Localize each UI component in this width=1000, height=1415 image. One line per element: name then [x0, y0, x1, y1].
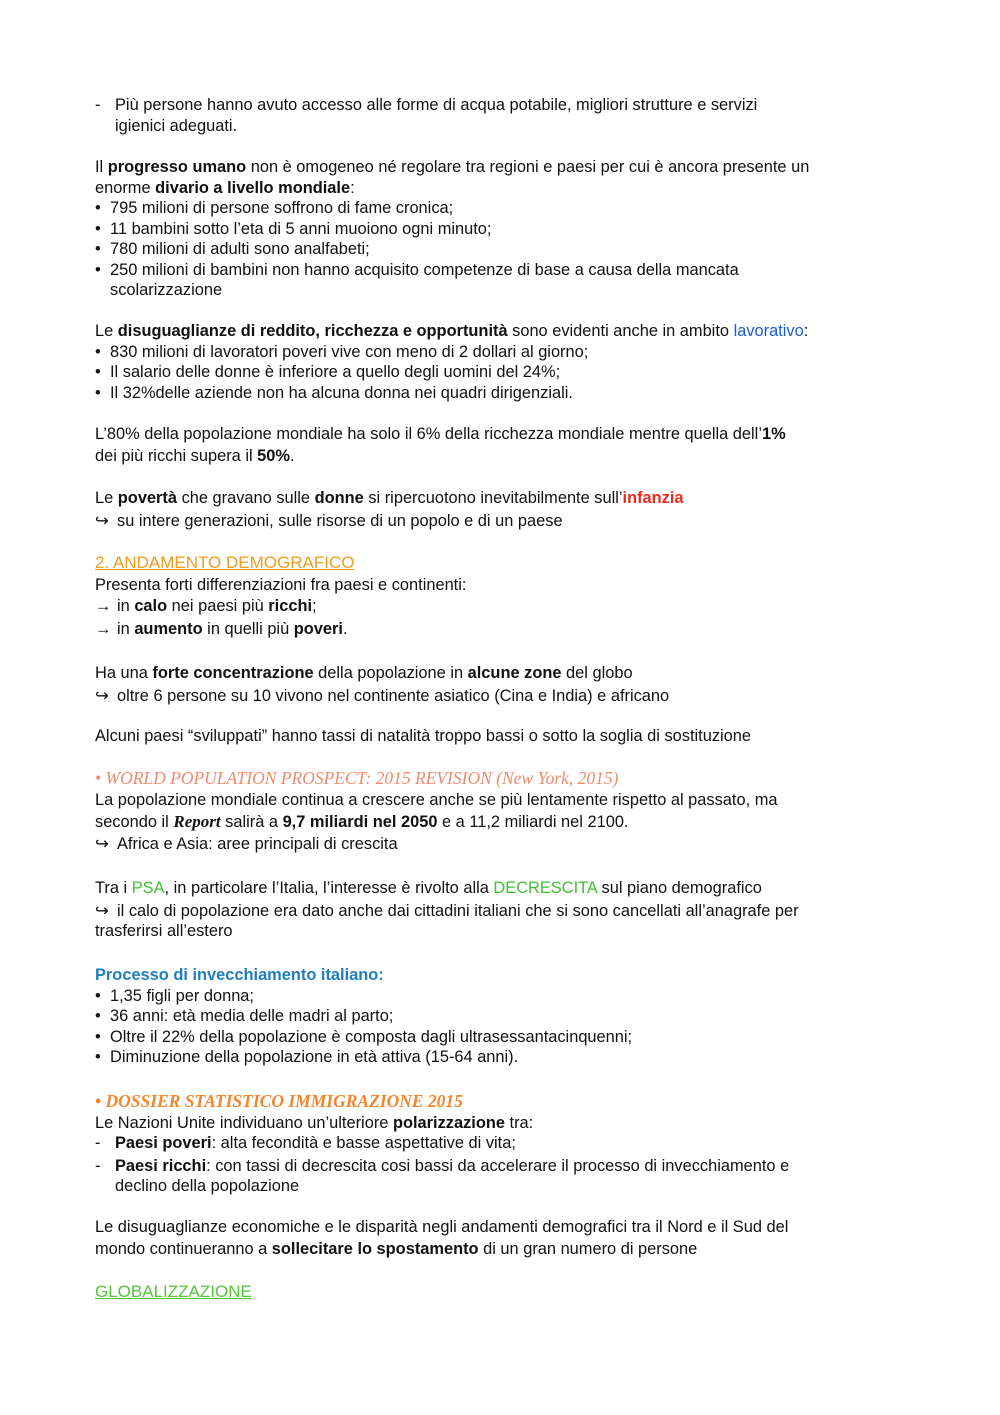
- bold-text: polarizzazione: [392, 1113, 505, 1132]
- list-item-text: 830 milioni di lavoratori poveri vive con meno di 2 dollari al giorno;: [110, 342, 589, 361]
- paragraph-decrease: [95, 878, 910, 942]
- list-item-text: 780 milioni di adulti sono analfabeti;: [110, 240, 370, 258]
- dash-marker: -: [95, 1134, 101, 1152]
- bold-text: calo: [134, 597, 168, 615]
- paragraph-wealth: [95, 424, 910, 466]
- bullet-marker: •: [95, 342, 101, 361]
- list-item: [95, 260, 910, 281]
- text-span: che gravano sulle: [177, 489, 315, 507]
- text-span: Le: [95, 322, 118, 340]
- text-line: scolarizzazione: [110, 281, 223, 299]
- list-item: [95, 219, 910, 240]
- paragraph-inequalities: [95, 321, 910, 403]
- text-span: mondo continueranno a: [95, 1239, 272, 1258]
- highlight-text: infanzia: [622, 489, 684, 507]
- subsection-heading: Processo di invecchiamento italiano:: [95, 966, 384, 984]
- list-item-text: 795 milioni di persone soffrono di fame cronica;: [110, 199, 454, 217]
- text-span: tra:: [504, 1113, 534, 1132]
- bold-text: alcune zone: [467, 664, 562, 682]
- text-line: Più persone hanno avuto accesso alle forme di acqua potabile, migliori strutture e servizi: [115, 96, 758, 114]
- paragraph-poverty: [95, 488, 910, 531]
- text-span: Africa e Asia: aree principali di crescita: [117, 834, 398, 853]
- text-span: Ha una: [95, 664, 153, 682]
- text-span: in: [117, 619, 135, 638]
- text-span: sono evidenti anche in ambito: [507, 322, 734, 340]
- text-span: :: [350, 178, 355, 197]
- list-item-text: 11 bambini sotto l’eta di 5 anni muoiono ogni minuto;: [110, 219, 492, 238]
- section-italian-ageing: [95, 965, 910, 1068]
- bold-text: poveri: [293, 619, 343, 638]
- text-span: il calo di popolazione era dato anche dai cittadini italiani che si sono cancellati all’anagrafe per: [117, 901, 799, 920]
- text-span: sul piano demografico: [596, 879, 762, 897]
- section-demographic: [95, 553, 910, 639]
- list-item: [95, 1006, 910, 1027]
- bullet-marker: •: [95, 1027, 101, 1046]
- text-line: igienici adeguati.: [115, 116, 238, 135]
- text-span: :: [803, 322, 809, 340]
- bullet-marker: •: [95, 363, 101, 381]
- bold-text: donne: [314, 489, 364, 507]
- bold-text: ricchi: [268, 597, 313, 615]
- list-item: [95, 1027, 910, 1048]
- bold-text: Paesi ricchi: [115, 1156, 207, 1175]
- list-item: [95, 342, 910, 363]
- bullet-marker: •: [95, 240, 101, 258]
- bullet-marker: •: [95, 986, 101, 1005]
- bold-text: divario a livello mondiale: [155, 178, 351, 197]
- section-heading: GLOBALIZZAZIONE: [95, 1282, 252, 1301]
- section-heading: 2. ANDAMENTO DEMOGRAFICO: [95, 553, 355, 572]
- text-span: Il: [95, 158, 108, 176]
- section-immigration-dossier: [95, 1091, 910, 1197]
- bold-text: aumento: [134, 619, 203, 638]
- bullet-marker: •: [95, 219, 101, 238]
- paragraph-water-access: [95, 95, 910, 136]
- text-span: ;: [312, 597, 317, 615]
- text-span: del globo: [561, 664, 633, 682]
- bullet-marker: •: [95, 199, 101, 217]
- list-item-text: Il 32%delle aziende non ha alcuna donna nei quadri dirigenziali.: [110, 383, 573, 402]
- bold-text: progresso umano: [107, 158, 247, 176]
- paragraph-developed-countries: [95, 726, 910, 747]
- bullet-marker: •: [95, 383, 101, 402]
- text-span: L’80% della popolazione mondiale ha solo il 6% della ricchezza mondiale mentre quella dell’: [95, 425, 762, 443]
- dash-marker: -: [95, 1156, 101, 1175]
- text-span: su intere generazioni, sulle risorse di un popolo e di un paese: [117, 511, 563, 530]
- text-line: trasferirsi all’estero: [95, 922, 233, 940]
- arrow-right-icon: →: [95, 619, 112, 638]
- bullet-marker: •: [95, 260, 101, 279]
- arrow-right-icon: →: [95, 597, 112, 615]
- list-item-text: 250 milioni di bambini non hanno acquisito competenze di base a causa della mancata: [110, 260, 739, 279]
- list-item: [95, 198, 910, 219]
- text-span: Le: [95, 489, 118, 507]
- highlight-text: PSA: [131, 879, 165, 897]
- text-line: Presenta forti differenziazioni fra paesi e continenti:: [95, 575, 467, 594]
- text-span: , in particolare l’Italia, l’interesse è rivolto alla: [164, 879, 494, 897]
- list-item-text: Diminuzione della popolazione in età attiva (15-64 anni).: [110, 1048, 519, 1066]
- list-item-text: 36 anni: età media delle madri al parto;: [110, 1007, 394, 1025]
- bold-text: 9,7 miliardi nel 2050: [282, 813, 438, 831]
- text-span: si ripercuotono inevitabilmente sull’: [363, 489, 623, 507]
- dash-marker: -: [95, 96, 101, 114]
- text-span: in quelli più: [202, 619, 294, 638]
- text-span: e a 11,2 miliardi nel 2100.: [437, 813, 629, 831]
- highlight-text: lavorativo: [733, 322, 804, 340]
- text-span: nei paesi più: [167, 597, 269, 615]
- text-line: La popolazione mondiale continua a crescere anche se più lentamente rispetto al passato, ma: [95, 790, 778, 809]
- paragraph-conclusion: [95, 1217, 910, 1259]
- text-span: : con tassi di decrescita cosi bassi da accelerare il processo di invecchiamento e: [206, 1156, 790, 1175]
- text-span: enorme: [95, 178, 156, 197]
- text-span: .: [342, 619, 348, 638]
- bold-text: disuguaglianze di reddito, ricchezza e opportunità: [117, 322, 508, 340]
- text-line: Alcuni paesi “sviluppati” hanno tassi di natalità troppo bassi o sotto la soglia di sostituzione: [95, 727, 752, 745]
- list-item-text: Il salario delle donne è inferiore a quello degli uomini del 24%;: [110, 363, 561, 381]
- text-span: della popolazione in: [313, 664, 468, 682]
- bold-text: 1%: [761, 425, 786, 443]
- text-span: dei più ricchi supera il: [95, 446, 258, 465]
- text-span: salirà a: [220, 813, 283, 831]
- list-item-text: 1,35 figli per donna;: [110, 986, 254, 1005]
- italic-text: Report: [173, 812, 221, 831]
- text-span: : alta fecondità e basse aspettative di vita;: [211, 1134, 516, 1152]
- source-heading: • DOSSIER STATISTICO IMMIGRAZIONE 2015: [95, 1091, 463, 1111]
- text-span: di un gran numero di persone: [478, 1239, 698, 1258]
- hook-arrow-icon: ↪: [95, 686, 109, 705]
- text-span: in: [117, 597, 135, 615]
- text-span: secondo il: [95, 813, 174, 831]
- list-item: [95, 986, 910, 1007]
- bold-text: povertà: [117, 489, 178, 507]
- section-globalization: [95, 1282, 910, 1303]
- text-span: oltre 6 persone su 10 vivono nel continente asiatico (Cina e India) e africano: [117, 686, 670, 705]
- hook-arrow-icon: ↪: [95, 834, 109, 853]
- text-line: declino della popolazione: [115, 1177, 300, 1195]
- text-span: Le Nazioni Unite individuano un’ulteriore: [95, 1113, 393, 1132]
- bullet-marker: •: [95, 1007, 101, 1025]
- bold-text: sollecitare lo spostamento: [271, 1239, 479, 1258]
- hook-arrow-icon: ↪: [95, 901, 109, 920]
- source-heading: • WORLD POPULATION PROSPECT: 2015 REVISION (New York, 2015): [95, 768, 619, 788]
- text-span: Tra i: [95, 879, 132, 897]
- bullet-marker: •: [95, 1048, 101, 1066]
- text-line: Le disuguaglianze economiche e le disparità negli andamenti demografici tra il Nord e il Sud del: [95, 1218, 789, 1236]
- list-item: [95, 239, 910, 260]
- list-item-text: Oltre il 22% della popolazione è composta dagli ultrasessantacinquenni;: [110, 1027, 633, 1046]
- text-span: non è omogeneo né regolare tra regioni e paesi per cui è ancora presente un: [246, 158, 810, 176]
- hook-arrow-icon: ↪: [95, 511, 109, 530]
- paragraph-human-progress: [95, 157, 910, 301]
- highlight-text: DECRESCITA: [493, 879, 597, 897]
- bold-text: forte concentrazione: [152, 664, 314, 682]
- list-item: [95, 383, 910, 404]
- bold-text: 50%: [257, 446, 290, 465]
- list-item: [95, 1047, 910, 1068]
- paragraph-world-population: [95, 768, 910, 854]
- text-span: .: [289, 446, 295, 465]
- paragraph-concentration: [95, 663, 910, 706]
- bold-text: Paesi poveri: [115, 1134, 212, 1152]
- list-item: [95, 362, 910, 383]
